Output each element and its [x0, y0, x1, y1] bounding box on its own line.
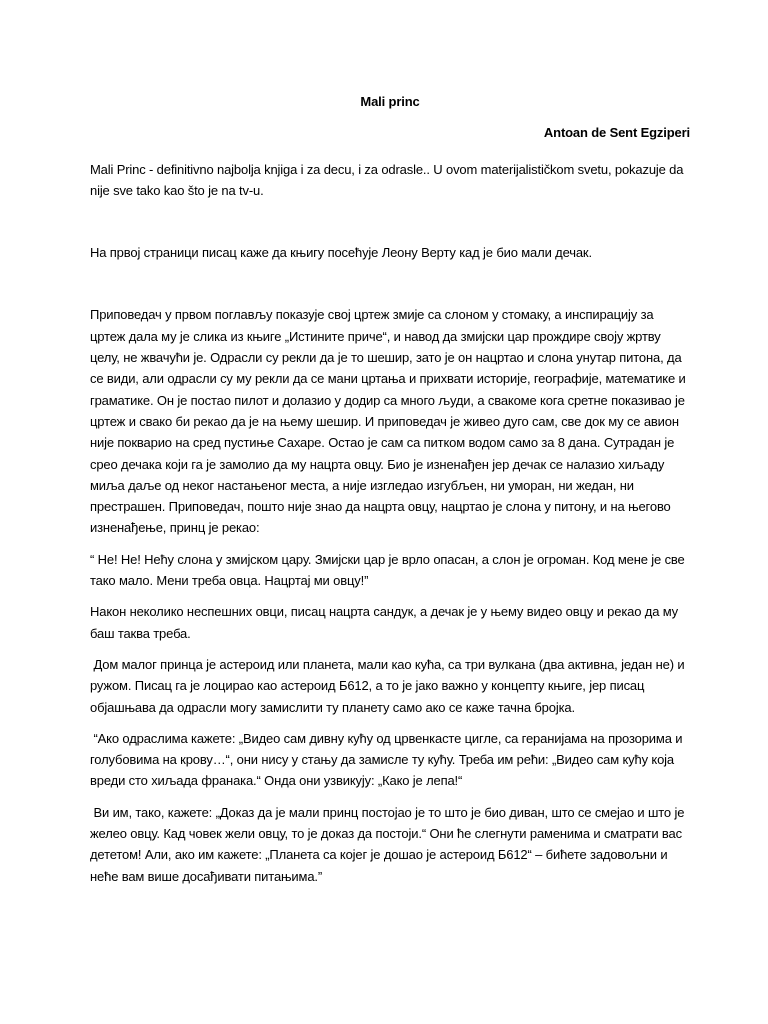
paragraph-dedication: На првој страници писац каже да књигу посећује Леону Верту кад је био мали дечак.	[90, 245, 592, 261]
paragraph-spacer	[90, 211, 690, 242]
paragraph-box: Након неколико неспешних овци, писац нацрта сандук, а дечак је у њему видео овцу и рекао да му баш таква треба.	[90, 604, 682, 641]
document-author: Antoan de Sent Egziperi	[543, 125, 690, 141]
paragraph-proof: Ви им, тако, кажете: „Доказ да је мали принц постојао је то што је био диван, што се смејао и што је желео овцу. Кад човек жели овцу, то је доказ да постоји.“ Они ће слегнути раменима и сматрати вас дететом! Али, ако им кажете: „Планета са којег је дошао је астероид Б612“ – бићете задовољни и неће вам више досађивати питањима.”	[90, 804, 688, 884]
paragraph-quote-sheep: “ Не! Не! Нећу слона у змијском цару. Змијски цар је врло опасан, а слон је огроман. Код мене је све тако мало. Мени треба овца. Нацртај ми овцу!”	[90, 551, 689, 589]
paragraph-asteroid: Дом малог принца је астероид или планета, мали као кућа, са три вулкана (два активна, један не) и ружом. Писац га је лоцирао као астероид Б612, а то је јако важно у концепту књиге, јер писац објашњава да одрасли могу замислити ту планету само ако се каже тачна бројка.	[90, 656, 688, 715]
document-title: Mali princ	[360, 94, 420, 109]
document-body	[90, 91, 690, 897]
paragraph-spacer	[90, 273, 690, 304]
paragraph-intro: Mali Princ - definitivno najbolja knjiga i za decu, i za odrasle.. U ovom materijalističkom svetu, pokazuje da nije sve tako kao što je na tv-u.	[90, 161, 687, 198]
paragraph-narrator: Приповедач у првом поглављу показује свој цртеж змије са слоном у стомаку, а инспирацију за цртеж дала му је слика из књиге „Истините приче“, и навод да змијски цар прождире своју жртву целу, не жвачући је. Одрасли су рекли да је то шешир, зато је он нацртао и слона унутар питона, да се види, али одрасли су му рекли да се мани цртања и прихвати историје, географије, математике и граматике. Он је постао пилот и долазио у додир са много људи, а свакоме кога сретне показивао је цртеж и свако би рекао да је на њему шешир. И приповедач је живео дуго сам, све док му се авион није покварио на сред пустиње Сахаре. Остао је сам са питком водом само за 8 дана. Сутрадан је срео дечака који га је замолио да му нацрта овцу. Био је изненађен јер дечак се налазио хиљаду миља даље од неког настањеног места, а није изгледао изгубљен, ни уморан, ни жедан, ни престрашен. Приповедач, пошто није знао да нацрта овцу, нацртао је слона у питону, и на његово изненађење, принц је рекао:	[90, 307, 690, 536]
paragraph-grownups-house: “Ако одраслима кажете: „Видео сам дивну кућу од црвенкасте цигле, са геранијама на прозорима и голубовима на крову…“, они нису у стању да замисле ту кућу. Треба им рећи: „Видео сам кућу која вреди сто хиљада франака.“ Онда они узвикују: „Како је лепа!“	[90, 730, 686, 789]
